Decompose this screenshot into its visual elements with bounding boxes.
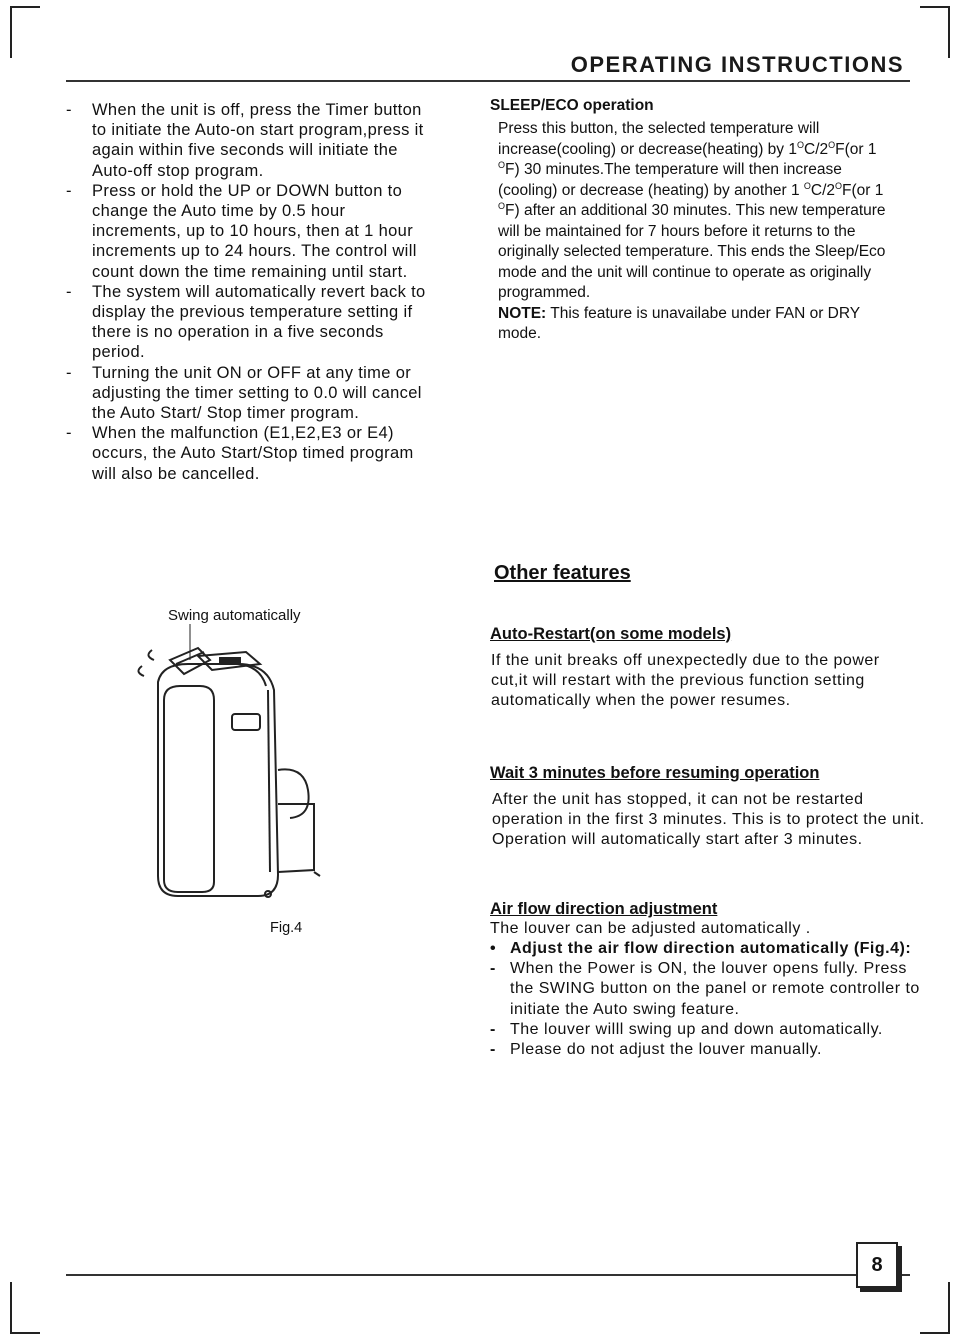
timer-instructions bbox=[66, 100, 426, 484]
wait-body: After the unit has stopped, it can not be restarted operation in the first 3 minutes. This is to protect the unit. Operation will automatically start after 3 minutes. bbox=[492, 791, 925, 849]
swing-arrow-icon bbox=[148, 650, 154, 660]
front-panel bbox=[164, 686, 214, 892]
crop-mark bbox=[10, 1282, 12, 1334]
crop-mark bbox=[920, 1332, 950, 1334]
header-rule bbox=[66, 80, 910, 82]
swing-label: Swing automatically bbox=[168, 607, 301, 624]
list-item: - When the Power is ON, the louver opens fully. Press the SWING button on the panel or remote controller to initiate the Auto swing feature. bbox=[490, 960, 920, 1018]
crop-mark bbox=[920, 6, 950, 8]
dash-marker: - bbox=[490, 1020, 496, 1038]
list-item: - The louver willl swing up and down automatically. bbox=[490, 1020, 920, 1040]
footer-rule bbox=[66, 1274, 910, 1276]
air-conditioner-illustration bbox=[128, 620, 328, 920]
dash-marker: - bbox=[66, 363, 72, 382]
auto-restart-body: If the unit breaks off unexpectedly due to the power cut,it will restart with the previous function setting automatically when the power resumes. bbox=[491, 652, 880, 710]
list-item: - The system will automatically revert back to display the previous temperature setting if there is no operation in a five seconds period. bbox=[66, 282, 426, 362]
unit-side-panel bbox=[238, 664, 266, 686]
dash-marker: - bbox=[490, 960, 496, 978]
list-item: - When the malfunction (E1,E2,E3 or E4) occurs, the Auto Start/Stop timed program will also be cancelled. bbox=[66, 424, 414, 483]
crop-mark bbox=[948, 1282, 950, 1334]
crop-mark bbox=[10, 6, 40, 8]
wait-title: Wait 3 minutes before resuming operation bbox=[490, 764, 820, 782]
crop-mark bbox=[10, 1332, 40, 1334]
list-item: - Turning the unit ON or OFF at any time or adjusting the timer setting to 0.0 will cancel the Auto Start/ Stop timer program. bbox=[66, 363, 422, 423]
page-header-title: OPERATING INSTRUCTIONS bbox=[570, 52, 904, 77]
page-number: 8 bbox=[856, 1242, 898, 1288]
crop-mark bbox=[948, 6, 950, 58]
list-item: - Please do not adjust the louver manually. bbox=[490, 1040, 920, 1060]
list-item: • Adjust the air flow direction automatically (Fig.4): bbox=[490, 939, 920, 959]
crop-mark bbox=[10, 6, 12, 58]
auto-restart-title: Auto-Restart(on some models) bbox=[490, 625, 732, 643]
exhaust-duct bbox=[278, 769, 309, 818]
handle bbox=[232, 714, 260, 730]
dash-marker: - bbox=[66, 424, 72, 443]
dash-marker: - bbox=[490, 1041, 496, 1059]
airflow-intro: The louver can be adjusted automatically . bbox=[490, 920, 811, 937]
figure-caption: Fig.4 bbox=[270, 920, 303, 936]
list-item: - When the unit is off, press the Timer button to initiate the Auto-on start program,press it again within five seconds will initiate the Auto-off stop program. bbox=[66, 101, 424, 180]
other-features-title: Other features bbox=[494, 562, 631, 584]
bullet-marker: • bbox=[490, 940, 497, 957]
airflow-list bbox=[490, 939, 920, 1060]
sleep-eco-body: Press this button, the selected temperature will increase(cooling) or decrease(heating) by $1^OC/2^OF(or$ 1 $^O$F) 30 minutes.The temperature will then increase (cooling) or decrease (heating) by another 1 $^OC/2^OF(or$ 1 $^O$F) after an additional 30 minutes. This new temperature will be maintained for 7 hours before it returns to the originally selected temperature. This ends the Sleep/Eco mode and the unit will continue to operate as originally programmed. NOTE: This feature is unavailabe under FAN or DRY mode. bbox=[498, 120, 886, 342]
dash-marker: - bbox=[66, 101, 72, 119]
list-item: - Press or hold the UP or DOWN button to change the Auto time by 0.5 hour increments, up to 10 hours, then at 1 hour increments up to 24 hours. The control will count down the time remaining until start. bbox=[66, 181, 417, 281]
airflow-title: Air flow direction adjustment bbox=[490, 900, 718, 918]
note-label: NOTE: bbox=[498, 304, 547, 322]
unit-body bbox=[158, 664, 278, 896]
sleep-eco-title: SLEEP/ECO operation bbox=[490, 97, 654, 114]
dash-marker: - bbox=[66, 282, 72, 301]
dash-marker: - bbox=[66, 181, 72, 200]
swing-arrow-icon bbox=[138, 666, 144, 676]
